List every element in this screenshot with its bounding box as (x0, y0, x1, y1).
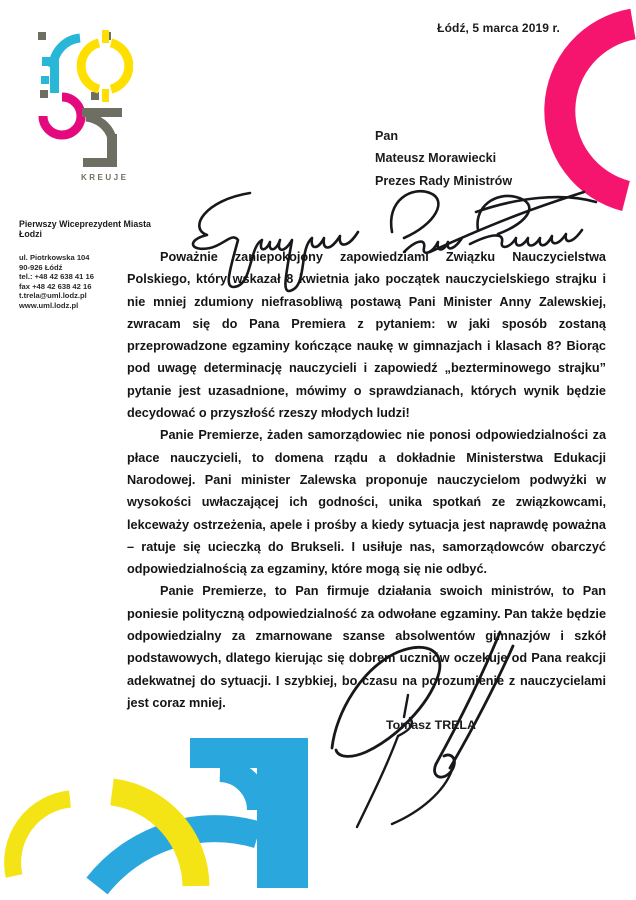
letter-body (127, 246, 606, 714)
sender-address-line: t.trela@uml.lodz.pl (19, 291, 87, 301)
recipient-line: Pan (375, 129, 399, 143)
decor-yellow-band (112, 792, 196, 886)
sender-address-line: tel.: +48 42 638 41 16 (19, 272, 94, 282)
logo-letter-o-yellow (81, 30, 129, 102)
date-line: Łódź, 5 marca 2019 r. (437, 21, 560, 35)
sender-address-line: www.uml.lodz.pl (19, 300, 79, 310)
sender-address-line: ul. Piotrkowska 104 (19, 253, 90, 262)
decor-yellow-arc (13, 799, 70, 876)
decor-blue-arc (97, 829, 258, 886)
logo-dot (38, 32, 46, 40)
recipient-block (375, 125, 512, 192)
body-paragraph: Panie Premierze, żaden samorządowiec nie ponosi odpowiedzialności za płace nauczycieli, to domena rządu a dokładnie Ministerstwa Edukacji Narodowej. Pani minister Zalewska proponuje nauczycielom podwyżki w wysokości uwłaczającej ich godności, unika spotkań ze związkowcami, lekceważy ostrzeżenia, apele i prośby a kiedy sytuacja jest naprawdę poważna – ratuje się ucieczką do Brukseli. I usiłuje nas, samorządowców obarczyć odpowiedzialnością za egzaminy, które mogą się nie odbyć. (127, 428, 606, 577)
logo-caption: KREUJE (81, 173, 129, 182)
signature-name: Tomasz TRELA (386, 718, 476, 732)
recipient-line: Prezes Rady Ministrów (375, 173, 513, 188)
logo-dot (103, 32, 111, 40)
sender-title: Pierwszy Wiceprezydent Miasta Łodzi (19, 219, 151, 239)
decor-blue-glyph (190, 738, 308, 888)
recipient-line: Mateusz Morawiecki (375, 151, 497, 166)
bottom-decor-shapes (0, 730, 400, 900)
logo-letter-l-cyan (41, 38, 80, 93)
sender-address-line: fax +48 42 638 42 16 (19, 281, 92, 291)
logo-dot (91, 92, 99, 100)
logo-letter-z-gray (82, 108, 122, 167)
lodz-kreuje-logo (33, 26, 133, 186)
logo-dot (40, 90, 48, 98)
logo-letter-d-magenta (43, 97, 81, 135)
body-paragraph: Poważnie zaniepokojony zapowiedziami Związku Nauczycielstwa Polskiego, który wskazał 8 kwietnia jako początek nauczycielskiego strajku i nie mniej zdumiony niefrasobliwą postawą Pani Minister Anny Zalewskiej, zwracam się do Pana Premiera z pytaniem: w jaki sposób zostaną przeprowadzone egzaminy kończące naukę w gimnazjach i klasach 8? Biorąc pod uwagę determinację nauczycieli i zapowiedź „bezterminowego strajku” pytanie jest uzasadnione, mówimy o sprawdzianach, których wynik będzie decydować o przyszłość rzeszy młodych ludzi! (127, 250, 606, 421)
body-paragraph: Panie Premierze, to Pan firmuje działania swoich ministrów, to Pan poniesie polityczną odpowiedzialność za odwołane egzaminy. Pan także będzie odpowiedzialny za zmarnowane szanse absolwentów gimnazjów i szkół podstawowych, dlatego kierując się dobrem uczniów oczekuję od Pana reakcji adekwatnej do sytuacji. I szybkiej, bo czasu na porozumienie z nauczycielami jest coraz mniej. (127, 584, 606, 710)
sender-address-line: 90-926 Łódź (19, 262, 63, 272)
